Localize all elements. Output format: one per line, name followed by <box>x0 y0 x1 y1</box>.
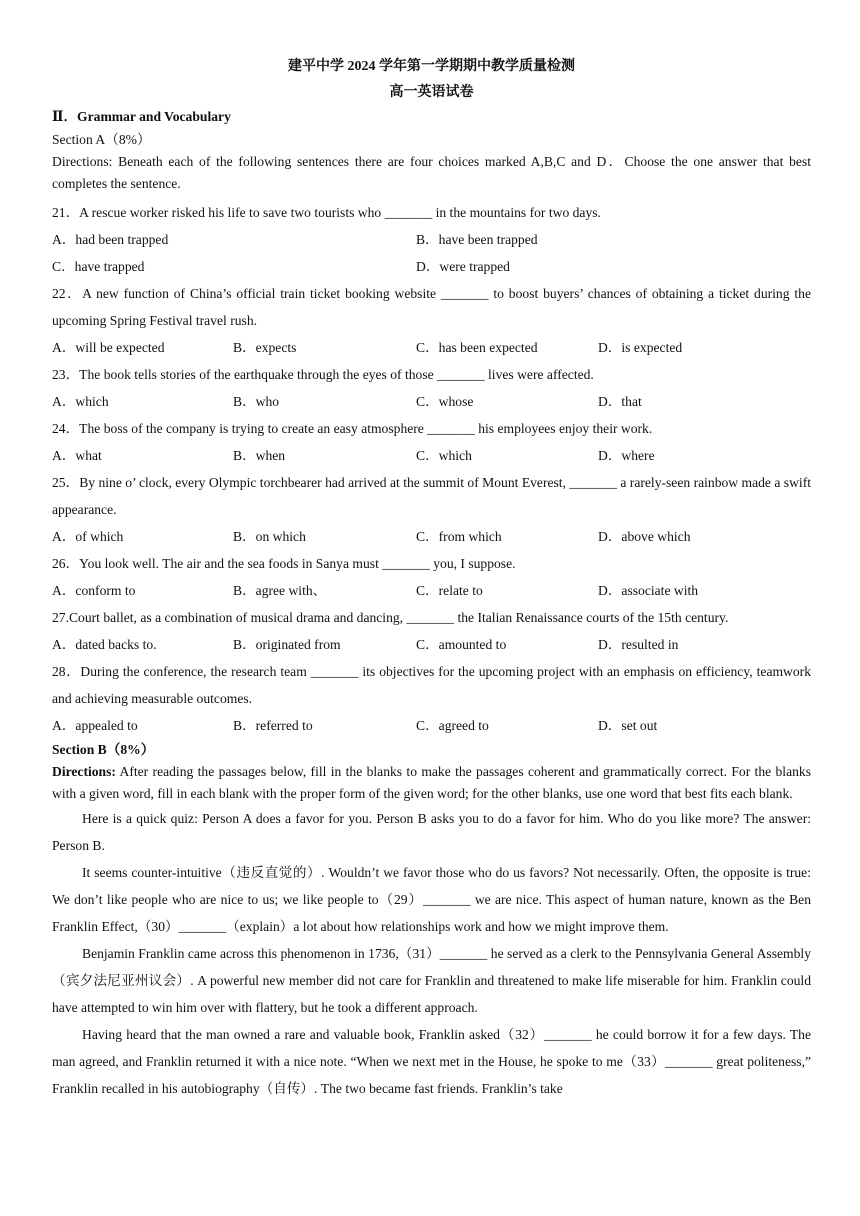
passage-paragraph-2: It seems counter-intuitive（违反直觉的）. Wouldn’t we favor those who do us favors? Not necessarily. Often, the opposite is true: We don’t like people who are nice to us; we like people to（29）_______ we are nice. This aspect of human nature, known as the Ben Franklin Effect,（30）_______（explain）a lot about how relationships work and how we might improve them. <box>52 865 811 934</box>
option-c: C．has been expected <box>416 339 538 355</box>
question-text: 26．You look well. The air and the sea foods in Sanya must _______ you, I suppose. <box>52 555 516 571</box>
part-heading: Ⅱ．Grammar and Vocabulary <box>52 109 231 124</box>
option-a: A．appealed to <box>52 717 138 733</box>
option-a: A．conform to <box>52 582 136 598</box>
exam-subtitle: 高一英语试卷 <box>389 85 474 100</box>
question-27 <box>52 604 811 658</box>
option-a: A．which <box>52 393 109 409</box>
option-b: B．on which <box>233 528 306 544</box>
question-text: 25．By nine o’ clock, every Olympic torchbearer had arrived at the summit of Mount Everest, _______ a rarely-seen rainbow made a swift appearance. <box>52 474 811 517</box>
section-a-title: Section A（8%） <box>52 131 151 147</box>
question-24 <box>52 415 811 469</box>
question-text: 28．During the conference, the research team _______ its objectives for the upcoming project with an emphasis on efficiency, teamwork and achieving measurable outcomes. <box>52 663 811 706</box>
question-23 <box>52 361 811 415</box>
passage-paragraph-4: Having heard that the man owned a rare and valuable book, Franklin asked（32）_______ he could borrow it for a few days. The man agreed, and Franklin returned it with a nice note. “When we next met in the House, he spoke to me（33）_______ great politeness,” Franklin recalled in his autobiography（自传）. The two became fast friends. Franklin’s take <box>52 1027 811 1096</box>
options <box>52 577 811 604</box>
option-a: A．what <box>52 447 102 463</box>
options <box>52 388 811 415</box>
option-c: C．agreed to <box>416 717 489 733</box>
question-28 <box>52 658 811 739</box>
question-text: 21．A rescue worker risked his life to save two tourists who _______ in the mountains for two days. <box>52 204 601 220</box>
options <box>52 334 811 361</box>
question-text: 24．The boss of the company is trying to create an easy atmosphere _______ his employees enjoy their work. <box>52 420 653 436</box>
option-d: D．were trapped <box>416 258 510 274</box>
section-b-directions <box>52 761 811 805</box>
option-a: A．had been trapped <box>52 231 169 247</box>
options <box>52 523 811 550</box>
options <box>52 712 811 739</box>
option-d: D．associate with <box>598 582 699 598</box>
option-d: D．resulted in <box>598 636 679 652</box>
question-22 <box>52 280 811 361</box>
option-c: C．from which <box>416 528 502 544</box>
option-c: C．amounted to <box>416 636 507 652</box>
options <box>52 253 811 280</box>
options <box>52 442 811 469</box>
question-text: 22．A new function of China’s official train ticket booking website _______ to boost buyers’ chances of obtaining a ticket during the upcoming Spring Festival travel rush. <box>52 285 811 328</box>
option-b: B．referred to <box>233 717 313 733</box>
option-d: D．is expected <box>598 339 683 355</box>
option-b: B．when <box>233 447 286 463</box>
exam-page <box>52 56 811 1102</box>
options <box>52 631 811 658</box>
option-a: A．dated backs to. <box>52 636 157 652</box>
directions-text: After reading the passages below, fill in the blanks to make the passages coherent and grammatically correct. For the blanks with a given word, fill in each blank with the proper form of the given word; for the other blanks, use one word that best fits each blank. <box>52 764 811 801</box>
option-c: C．which <box>416 447 472 463</box>
section-a-directions: Directions: Beneath each of the following sentences there are four choices marked A,B,C and D．Choose the one answer that best completes the sentence. <box>52 153 811 191</box>
option-b: B．originated from <box>233 636 341 652</box>
option-b: B．who <box>233 393 280 409</box>
question-text: 23．The book tells stories of the earthquake through the eyes of those _______ lives were affected. <box>52 366 594 382</box>
options <box>52 226 811 253</box>
option-a: A．will be expected <box>52 339 165 355</box>
passage-paragraph-1: Here is a quick quiz: Person A does a favor for you. Person B asks you to do a favor for him. Who do you like more? The answer: Person B. <box>52 811 811 853</box>
section-b-title: Section B（8%） <box>52 741 155 757</box>
directions-label: Directions: <box>52 764 116 779</box>
exam-title: 建平中学 2024 学年第一学期期中教学质量检测 <box>288 59 575 74</box>
option-c: C．relate to <box>416 582 483 598</box>
question-text: 27.Court ballet, as a combination of musical drama and dancing, _______ the Italian Renaissance courts of the 15th century. <box>52 609 729 625</box>
option-d: D．that <box>598 393 642 409</box>
option-b: B．expects <box>233 339 297 355</box>
option-a: A．of which <box>52 528 124 544</box>
question-26 <box>52 550 811 604</box>
passage-paragraph-3: Benjamin Franklin came across this phenomenon in 1736,（31）_______ he served as a clerk to the Pennsylvania General Assembly（宾夕法尼亚州议会）. A powerful new member did not care for Franklin and threatened to make life miserable for him. Franklin could have attempted to win him over with flattery, but he took a different approach. <box>52 946 811 1015</box>
option-c: C．have trapped <box>52 258 145 274</box>
question-21 <box>52 199 811 280</box>
option-b: B．have been trapped <box>416 231 538 247</box>
option-b: B．agree with、 <box>233 582 327 598</box>
option-d: D．above which <box>598 528 691 544</box>
option-d: D．where <box>598 447 655 463</box>
option-c: C．whose <box>416 393 474 409</box>
option-d: D．set out <box>598 717 658 733</box>
question-25 <box>52 469 811 550</box>
